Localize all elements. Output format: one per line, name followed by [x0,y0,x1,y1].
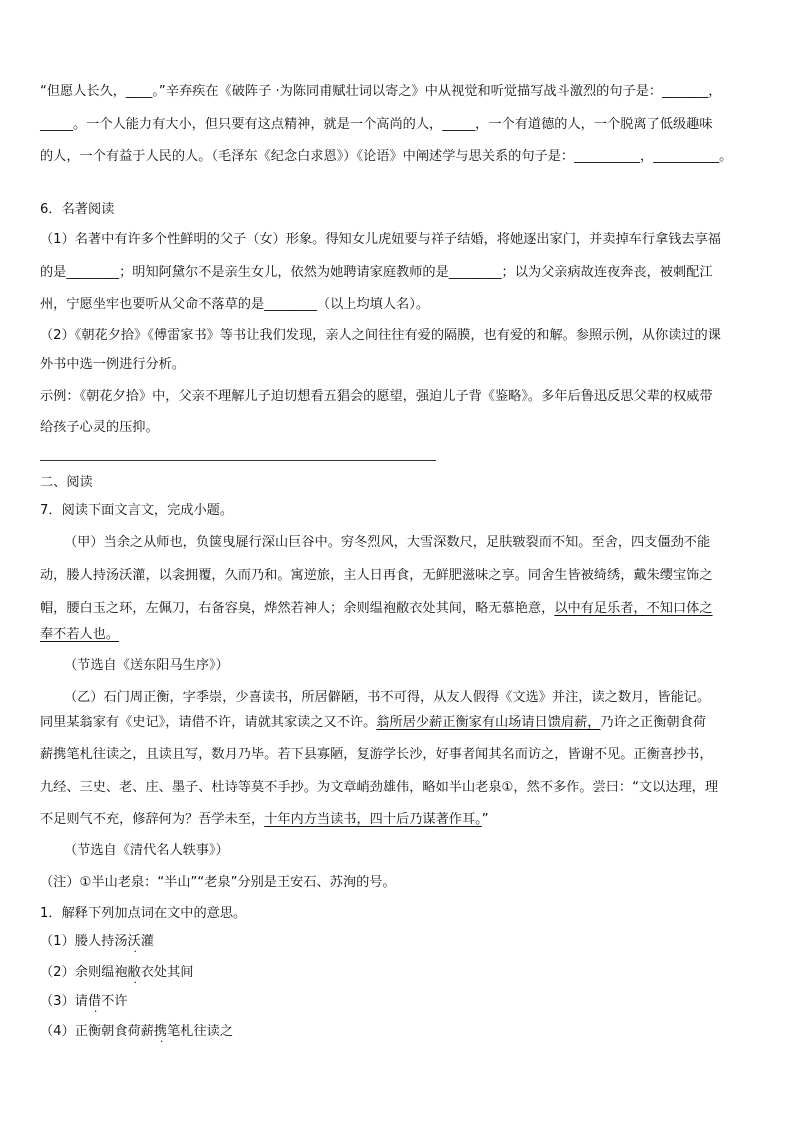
passage-a-line-2: 动，媵人持汤沃灌，以衾拥覆，久而乃和。寓逆旅，主人日再食，无鲜肥滋味之享。同舍生皆被绮绣，戴朱缨宝饰之 [40,568,713,583]
dotted-word-3: 借 [87,994,102,1009]
task-1-heading: 1．解释下列加点词在文中的意思。 [40,906,247,921]
passage-b-line-4: 九经、三史、老、庄、墨子、杜诗等莫不手抄。为文章峭劲雄伟，略如半山老泉①，然不多作。尝曰：“文以达理，理 [40,780,719,795]
passage-a-line-4 [40,626,119,644]
q6-p2-line-2: 外书中选一例进行分析。 [40,357,186,372]
q6-example-line-1: 示例：《朝花夕拾》中，父亲不理解儿子迫切想看五猖会的愿望，强迫儿子背《鉴略》。多年后鲁迅反思父辈的权威带 [40,389,713,404]
underlined-sentence-b-2: 十年内方当读书，四十后乃谋著作耳。 [264,812,482,827]
passage-b-line-5: 不足则气不充，修辞何为？吾学未至，十年内方当读书，四十后乃谋著作耳。” [40,812,489,827]
footnote: （注）①半山老泉：“半山”“老泉”分别是王安石、苏洵的号。 [40,875,396,890]
dotted-word-2: 敝 [127,965,141,980]
q6-p2-line-1: （2）《朝花夕拾》《傅雷家书》等书让我们发现，亲人之间往往有爱的隔膜，也有爱的和解。参照示例，从你读过的课 [40,328,721,343]
q6-p1-line-3: 州，宁愿坐牢也要听从父命不落草的是________（以上均填人名）。 [40,297,430,312]
passage-a-line-1: （甲）当余之从师也，负箧曳屣行深山巨谷中。穷冬烈风，大雪深数尺，足肤皲裂而不知。至舍，四支僵劲不能 [64,535,711,550]
q6-p1-line-1: （1）名著中有许多个性鲜明的父子（女）形象。得知女儿虎妞要与祥子结婚，将她逐出家门，并卖掉车行拿钱去享福 [40,232,721,247]
task-1-item-1: （1）媵人持汤沃灌 [40,934,154,949]
underlined-sentence-b: 翁所居少薪正衡家有山场请日馈肩薪， [376,715,601,730]
task-1-item-2: （2）余则缊袍敝衣处其间 [40,965,194,980]
task-1-item-3: （3）请借不许 [40,994,128,1009]
q5-line-1: “但愿人长久，____。”辛弃疾在《破阵子 ·为陈同甫赋壮词以寄之》中从视觉和听觉描写战斗激烈的句子是：_______， [40,84,722,99]
q5-line-2: _____。一个人能力有大小，但只要有这点精神，就是一个高尚的人，_____，一个有道德的人，一个脱离了低级趣味 [40,117,713,132]
passage-a-source: （节选自《送东阳马生序》） [64,658,229,673]
passage-b-line-3: 薪携笔札往读之，且读且写，数月乃毕。若下县寡陋，复游学长沙，好事者闻其名而访之，皆谢不见。正衡喜抄书， [40,747,713,762]
passage-b-source: （节选自《清代名人轶事》） [64,843,229,858]
passage-a-line-3: 帽，腰白玉之环，左佩刀，右备容臭，烨然若神人；余则缊袍敝衣处其间，略无慕艳意，以中有足乐者，不知口体之 [40,601,713,616]
dotted-word-4: 携 [153,1024,168,1039]
passage-b-line-1: （乙）石门周正衡，字季崇，少喜读书，所居僻陋，书不可得，从友人假得《文选》并注，读之数月，皆能记。 [64,690,711,705]
q6-heading: 6．名著阅读 [40,202,115,217]
dotted-word-1: 沃 [127,934,141,949]
q6-example-line-2: 给孩子心灵的压抑。 [40,420,159,435]
underlined-sentence-a-end: 奉不若人也。 [40,627,120,642]
q5-line-3: 的人，一个有益于人民的人。（毛泽东《纪念白求恩》）《论语》中阐述学与思关系的句子是：__________，__________。 [40,149,733,164]
q7-heading: 7．阅读下面文言文，完成小题。 [40,503,234,518]
passage-b-line-2: 同里某翁家有《史记》，请借不许，请就其家读之又不许。翁所居少薪正衡家有山场请日馈肩薪，乃许之正衡朝食荷 [40,715,706,730]
task-1-item-4: （4）正衡朝食荷薪携笔札往读之 [40,1024,234,1039]
underlined-sentence-a: 以中有足乐者，不知口体之 [554,601,713,616]
answer-line [40,460,436,461]
q6-p1-line-2: 的是________；明知阿黛尔不是亲生女儿，依然为她聘请家庭教师的是________；以为父亲病故连夜奔丧，被刺配江 [40,265,713,280]
section-2-heading: 二、阅读 [40,475,93,490]
